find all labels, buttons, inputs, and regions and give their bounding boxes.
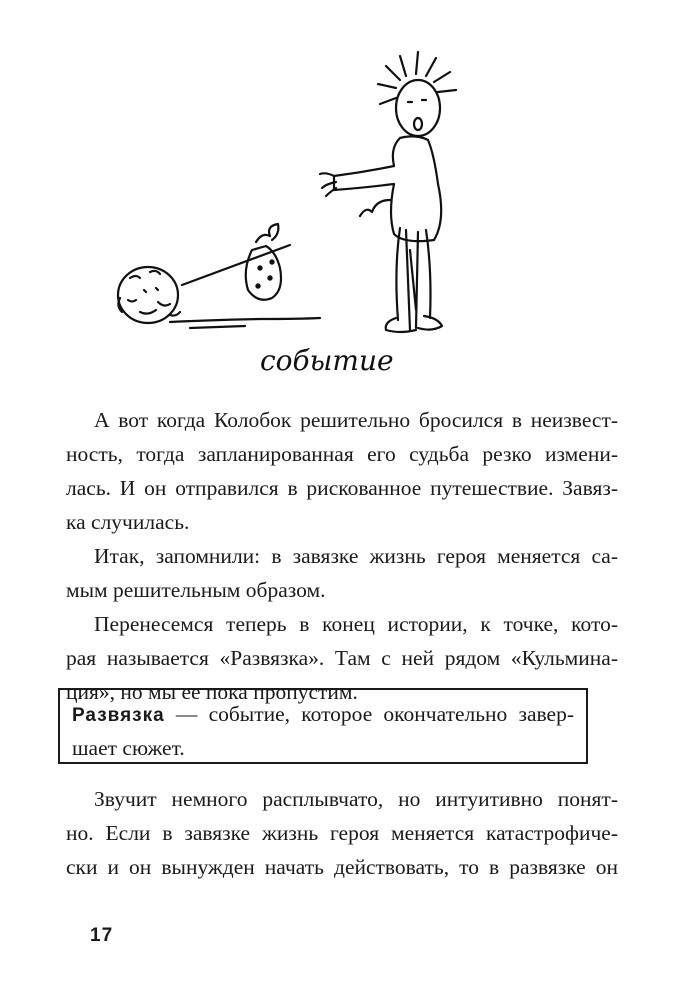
text-line: ность, тогда запланированная его судьба резко измени- <box>66 442 618 466</box>
paragraph <box>66 782 618 884</box>
page-number: 17 <box>90 925 114 946</box>
paragraph <box>66 539 618 607</box>
text-line: мым решительным образом. <box>66 578 326 602</box>
body-text-bottom <box>66 782 618 884</box>
text-line: лась. И он отправился в рискованное путешествие. Завяз- <box>66 476 618 500</box>
definition-term: Развязка <box>72 705 165 726</box>
paragraph <box>66 403 618 539</box>
text-line: ка случилась. <box>66 510 190 534</box>
text-line: Звучит немного расплывчато, но интуитивно понят- <box>94 787 618 811</box>
definition-line <box>72 698 574 732</box>
definition-text: — событие, которое окончательно завер- <box>164 702 574 726</box>
text-line: но. Если в завязке жизнь героя меняется катастрофиче- <box>66 821 618 845</box>
text-line: рая называется «Развязка». Там с ней рядом «Кульмина- <box>66 646 618 670</box>
illustration-caption: событие <box>260 344 394 377</box>
kolobok-and-boy-sketch-icon <box>100 50 500 390</box>
sketch-illustration <box>100 50 500 390</box>
definition-line: шает сюжет. <box>72 736 185 760</box>
text-line: А вот когда Колобок решительно бросился в неизвест- <box>94 408 618 432</box>
text-line: ция», но мы ее пока пропустим. <box>66 680 358 704</box>
text-line: Перенесемся теперь в конец истории, к точке, кото- <box>94 612 618 636</box>
definition-box <box>58 688 588 764</box>
text-line: ски и он вынужден начать действовать, то в развязке он <box>66 855 618 879</box>
text-line: Итак, запомнили: в завязке жизнь героя меняется са- <box>94 544 618 568</box>
body-text-top <box>66 403 618 709</box>
